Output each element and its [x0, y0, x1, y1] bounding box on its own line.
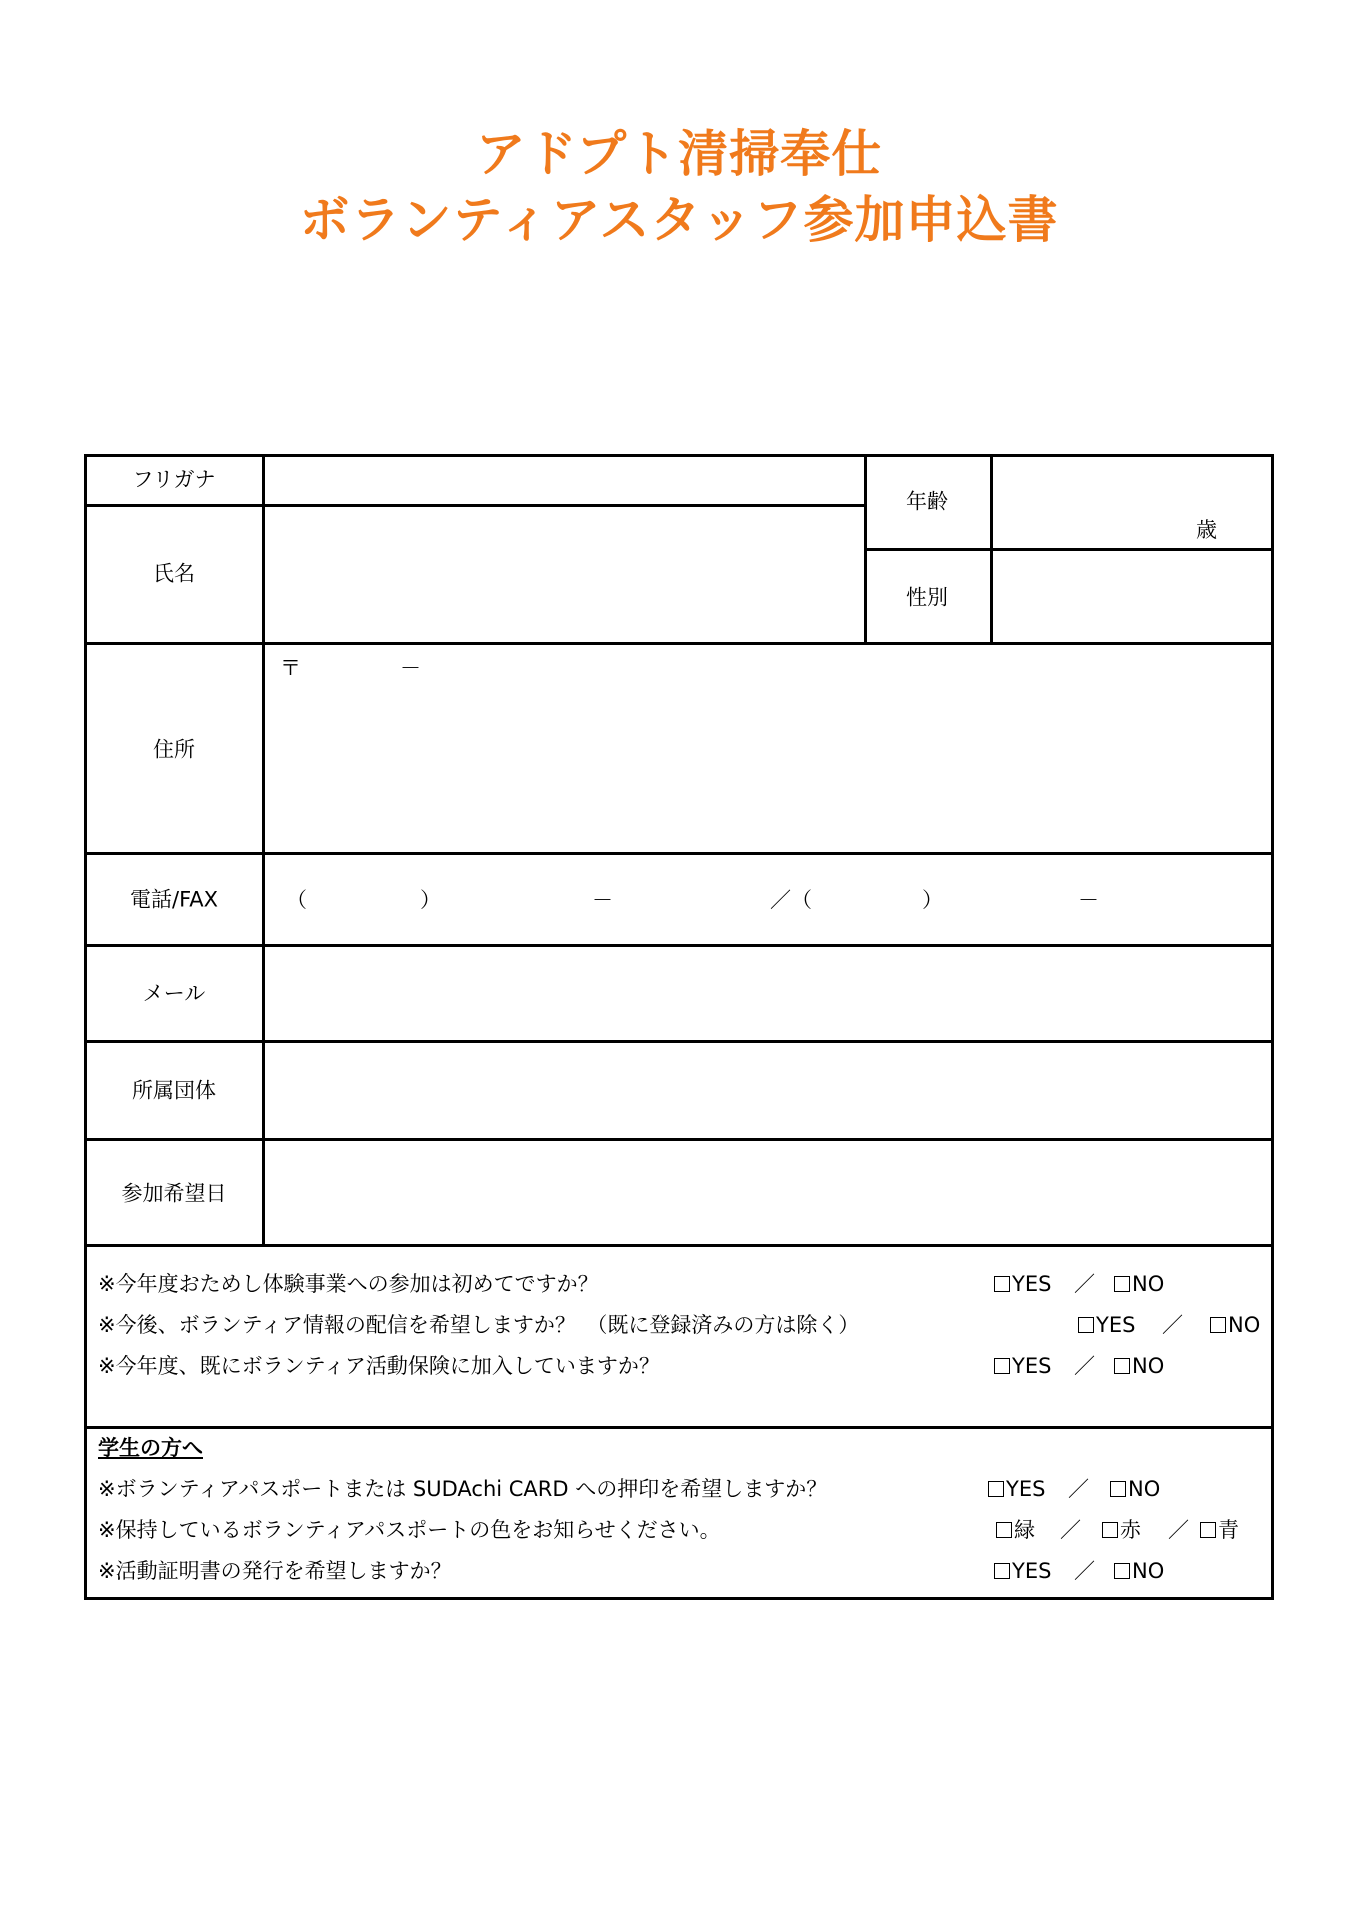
question-info-delivery: ※今後、ボランティア情報の配信を希望しますか？ （既に登録済みの方は除く） — [98, 1313, 860, 1337]
question-certificate: ※活動証明書の発行を希望しますか？ — [98, 1559, 452, 1583]
divider-age-label-left — [864, 454, 867, 645]
s1-yes-checkbox[interactable]: YES — [988, 1479, 1045, 1500]
checkbox-icon — [1210, 1317, 1226, 1333]
organization-label: 所属団体 — [132, 1078, 216, 1103]
q3-no-checkbox[interactable]: NO — [1114, 1356, 1164, 1377]
address-label: 住所 — [153, 737, 195, 762]
question-first-participation: ※今年度おためし体験事業への参加は初めてですか？ — [98, 1272, 599, 1296]
q2-yes-checkbox[interactable]: YES — [1078, 1315, 1135, 1336]
checkbox-icon — [1102, 1522, 1118, 1538]
checkbox-icon — [994, 1563, 1010, 1579]
checkbox-icon — [1078, 1317, 1094, 1333]
postal-mark: 〒 — [280, 656, 301, 680]
fax-paren-close: ） — [922, 888, 943, 912]
desired-date-input[interactable] — [265, 1141, 1271, 1244]
application-form — [84, 454, 1274, 1600]
furigana-input[interactable] — [265, 457, 864, 504]
gender-input[interactable] — [993, 551, 1271, 642]
age-label: 年齢 — [906, 489, 948, 514]
s2-separator-2: ／ — [1168, 1518, 1189, 1542]
form-border-bottom — [84, 1597, 1274, 1600]
q2-no-checkbox[interactable]: NO — [1210, 1315, 1260, 1336]
phone-paren-close: ） — [420, 888, 441, 912]
form-title-line1: アドプト清掃奉仕 — [475, 125, 883, 183]
checkbox-icon — [1114, 1563, 1130, 1579]
fax-separator: ／（ — [770, 888, 812, 912]
phone-fax-label: 電話/FAX — [130, 887, 218, 912]
furigana-label: フリガナ — [132, 467, 216, 492]
organization-input[interactable] — [265, 1043, 1271, 1138]
s1-separator: ／ — [1068, 1477, 1089, 1501]
gender-label: 性別 — [906, 585, 948, 610]
s2-green-checkbox[interactable]: 緑 — [996, 1520, 1035, 1541]
phone-fax-input[interactable] — [265, 855, 1271, 944]
s2-separator-1: ／ — [1060, 1518, 1081, 1542]
s2-red-checkbox[interactable]: 赤 — [1102, 1520, 1141, 1541]
q2-separator: ／ — [1162, 1313, 1183, 1337]
checkbox-icon — [1114, 1358, 1130, 1374]
fax-dash: － — [1078, 888, 1099, 912]
phone-paren-open: （ — [286, 888, 307, 912]
name-input[interactable] — [265, 507, 864, 642]
checkbox-icon — [996, 1522, 1012, 1538]
question-passport-stamp: ※ボランティアパスポートまたは SUDAchi CARD への押印を希望しますか？ — [98, 1477, 828, 1501]
email-input[interactable] — [265, 947, 1271, 1040]
checkbox-icon — [1110, 1481, 1126, 1497]
divider-questions — [84, 1426, 1274, 1429]
q3-yes-checkbox[interactable]: YES — [994, 1356, 1051, 1377]
s3-yes-checkbox[interactable]: YES — [994, 1561, 1051, 1582]
s2-blue-checkbox[interactable]: 青 — [1200, 1520, 1239, 1541]
checkbox-icon — [1200, 1522, 1216, 1538]
q1-yes-checkbox[interactable]: YES — [994, 1274, 1051, 1295]
age-unit: 歳 — [1196, 518, 1217, 542]
checkbox-icon — [988, 1481, 1004, 1497]
checkbox-icon — [994, 1358, 1010, 1374]
s3-separator: ／ — [1074, 1559, 1095, 1583]
q1-separator: ／ — [1074, 1272, 1095, 1296]
checkbox-icon — [994, 1276, 1010, 1292]
question-passport-color: ※保持しているボランティアパスポートの色をお知らせください。 — [98, 1518, 721, 1542]
email-label: メール — [142, 981, 206, 1006]
desired-date-label: 参加希望日 — [121, 1181, 227, 1206]
students-heading: 学生の方へ — [98, 1436, 203, 1460]
q3-separator: ／ — [1074, 1354, 1095, 1378]
postal-dash: － — [400, 656, 421, 680]
s3-no-checkbox[interactable]: NO — [1114, 1561, 1164, 1582]
address-input[interactable] — [265, 684, 1271, 852]
phone-dash: － — [592, 888, 613, 912]
q1-no-checkbox[interactable]: NO — [1114, 1274, 1164, 1295]
checkbox-icon — [1114, 1276, 1130, 1292]
question-insurance: ※今年度、既にボランティア活動保険に加入していますか？ — [98, 1354, 660, 1378]
age-input[interactable] — [993, 457, 1271, 548]
s1-no-checkbox[interactable]: NO — [1110, 1479, 1160, 1500]
form-title-line2: ボランティアスタッフ参加申込書 — [299, 191, 1059, 249]
name-label: 氏名 — [153, 561, 195, 586]
